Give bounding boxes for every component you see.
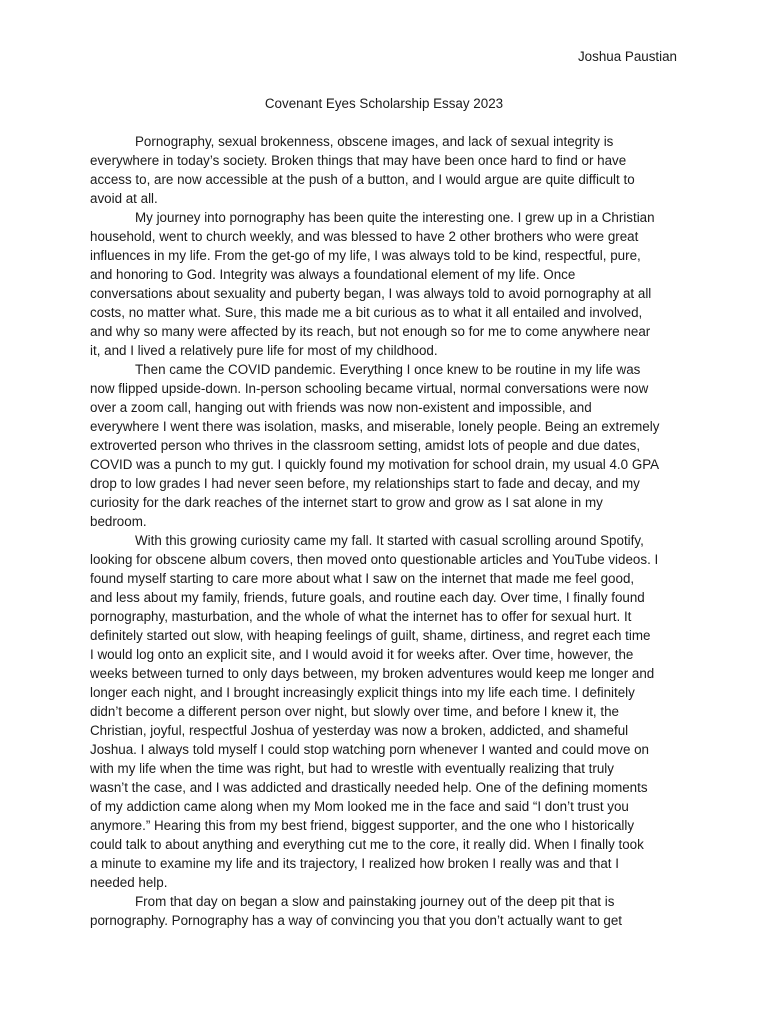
essay-line: Christian, joyful, respectful Joshua of yesterday was now a broken, addicted, and shameful (90, 723, 629, 738)
essay-line: pornography, masturbation, and the whole of what the internet has to offer for sexual hurt. It (90, 609, 632, 624)
essay-line: everywhere in today’s society. Broken things that may have been once hard to find or have (90, 153, 627, 168)
essay-line: curiosity for the dark reaches of the internet start to grow and grow as I sat alone in my (90, 495, 603, 510)
essay-line: drop to low grades I had never seen before, my relationships start to fade and decay, and my (90, 476, 640, 491)
essay-line: conversations about sexuality and puberty began, I was always told to avoid pornography at all (90, 286, 652, 301)
essay-line: From that day on began a slow and painstaking journey out of the deep pit that is (135, 894, 615, 909)
essay-title: Covenant Eyes Scholarship Essay 2023 (264, 96, 504, 111)
essay-line: longer each night, and I brought increasingly explicit things into my life each time. I definitely (90, 685, 635, 700)
essay-line: household, went to church weekly, and was blessed to have 2 other brothers who were great (90, 229, 639, 244)
essay-body (90, 132, 680, 930)
essay-line: influences in my life. From the get-go of my life, I was always told to be kind, respectful, pure, (90, 248, 641, 263)
author-name: Joshua Paustian (577, 49, 677, 64)
essay-line: access to, are now accessible at the push of a button, and I would argue are quite difficult to (90, 172, 635, 187)
essay-line: definitely started out slow, with heaping feelings of guilt, shame, dirtiness, and regret each time (90, 628, 651, 643)
essay-line: Joshua. I always told myself I could stop watching porn whenever I wanted and could move on (90, 742, 650, 757)
essay-line: COVID was a punch to my gut. I quickly found my motivation for school drain, my usual 4.0 GPA (90, 457, 660, 472)
essay-line: costs, no matter what. Sure, this made me a bit curious as to what it all entailed and involved, (90, 305, 643, 320)
essay-line: needed help. (90, 875, 168, 890)
essay-line: found myself starting to care more about what I saw on the internet that made me feel good, (90, 571, 635, 586)
essay-line: Then came the COVID pandemic. Everything I once knew to be routine in my life was (135, 362, 641, 377)
essay-line: didn’t become a different person over night, but slowly over time, and before I knew it, the (90, 704, 619, 719)
essay-line: and honoring to God. Integrity was always a foundational element of my life. Once (90, 267, 576, 282)
essay-line: now flipped upside-down. In-person schooling became virtual, normal conversations were now (90, 381, 649, 396)
essay-line: could talk to about anything and everything cut me to the core, it really did. When I finally took (90, 837, 644, 852)
essay-line: Pornography, sexual brokenness, obscene images, and lack of sexual integrity is (135, 134, 614, 149)
essay-line: I would log onto an explicit site, and I would avoid it for weeks after. Over time, however, the (90, 647, 634, 662)
essay-line: with my life when the time was right, but had to wrestle with eventually realizing that truly (90, 761, 614, 776)
essay-line: My journey into pornography has been quite the interesting one. I grew up in a Christian (135, 210, 655, 225)
essay-line: everywhere I went there was isolation, masks, and miserable, lonely people. Being an extremely (90, 419, 660, 434)
essay-line: With this growing curiosity came my fall. It started with casual scrolling around Spotify, (135, 533, 644, 548)
essay-line: bedroom. (90, 514, 147, 529)
essay-line: and less about my family, friends, future goals, and routine each day. Over time, I finally found (90, 590, 645, 605)
essay-line: weeks between turned to only days between, my broken adventures would keep me longer and (90, 666, 655, 681)
essay-line: a minute to examine my life and its trajectory, I realized how broken I really was and that I (90, 856, 619, 871)
essay-line: anymore.” Hearing this from my best friend, biggest supporter, and the one who I historically (90, 818, 635, 833)
essay-line: and why so many were affected by its reach, but not enough so for me to come anywhere near (90, 324, 651, 339)
essay-line: of my addiction came along when my Mom looked me in the face and said “I don’t trust you (90, 799, 629, 814)
essay-line: looking for obscene album covers, then moved onto questionable articles and YouTube videos. I (90, 552, 659, 567)
essay-line: over a zoom call, hanging out with friends was now non-existent and impossible, and (90, 400, 592, 415)
essay-line: avoid at all. (90, 191, 158, 206)
essay-line: it, and I lived a relatively pure life for most of my childhood. (90, 343, 438, 358)
essay-line: pornography. Pornography has a way of convincing you that you don’t actually want to get (90, 913, 622, 928)
essay-line: extroverted person who thrives in the classroom setting, amidst lots of people and due dates, (90, 438, 641, 453)
essay-line: wasn’t the case, and I was addicted and drastically needed help. One of the defining moments (90, 780, 648, 795)
